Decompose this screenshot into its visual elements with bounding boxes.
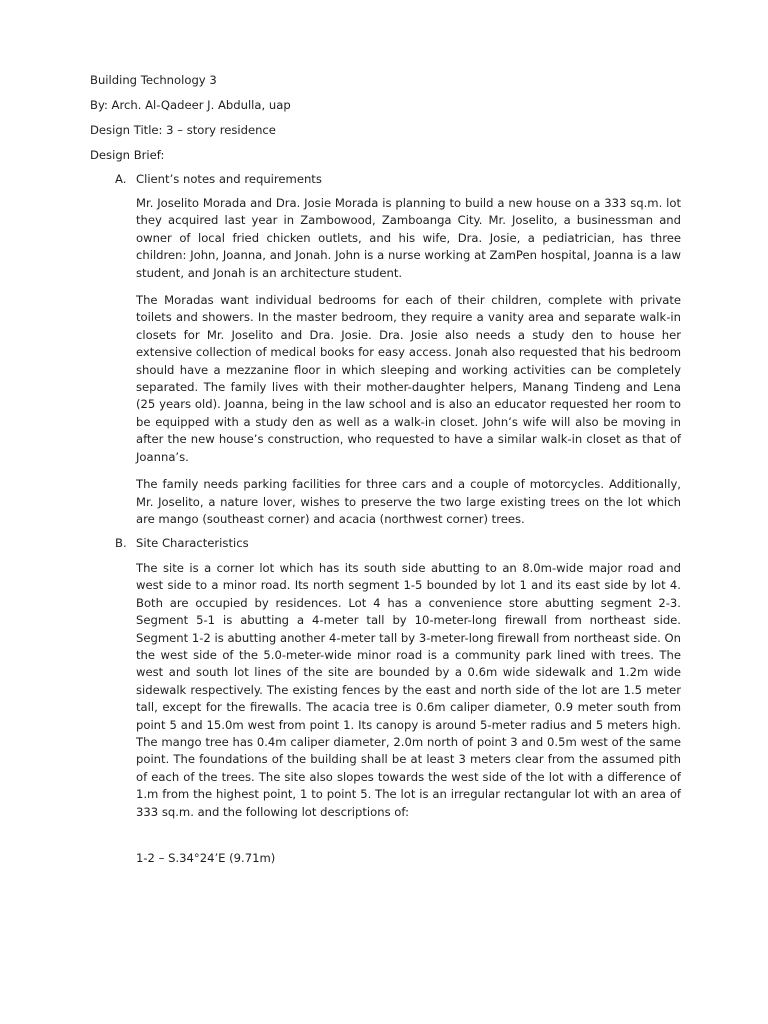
design-title: Design Title: 3 – story residence bbox=[90, 123, 276, 137]
section-a-paragraph: The Moradas want individual bedrooms for each of their children, complete with private toilets and showers. In the master bedroom, they require a vanity area and separate walk-in closets for Mr. Joselito and Dra. Josie. Dra. Josie also needs a study den to house her extensive collection of medical books for easy access. Jonah also requested that his bedroom should have a mezzanine floor in which sleeping and working activities can be completely separated. The family lives with their mother-daughter helpers, Manang Tindeng and Lena (25 years old). Joanna, being in the law school and is also an educator requested her room to be equipped with a study den as well as a walk-in closet. John’s wife will also be moving in after the new house’s construction, who requested to have a similar walk-in closet as that of Joanna’s. bbox=[136, 293, 681, 464]
section-b-body bbox=[136, 560, 681, 821]
design-brief-label: Design Brief: bbox=[90, 148, 165, 162]
section-b-paragraph: The site is a corner lot which has its south side abutting to an 8.0m-wide major road and west side to a minor road. Its north segment 1-5 bounded by lot 1 and its east side by lot 4. Both are occupied by residences. Lot 4 has a convenience store abutting segment 2-3. Segment 5-1 is abutting a 4-meter tall by 10-meter-long firewall from northeast side. Segment 1-2 is abutting another 4-meter tall by 3-meter-long firewall from northeast side. On the west side of the 5.0-meter-wide minor road is a community park lined with trees. The west and south lot lines of the site are bounded by a 0.6m wide sidewalk and 1.2m wide sidewalk respectively. The existing fences by the east and north side of the lot are 1.5 meter tall, except for the firewalls. The acacia tree is 0.6m caliper diameter, 0.9 meter south from point 5 and 15.0m west from point 1. Its canopy is around 5-meter radius and 5 meters high. The mango tree has 0.4m caliper diameter, 2.0m north of point 3 and 0.5m west of the same point. The foundations of the building shall be at least 3 meters clear from the assumed pith of each of the trees. The site also slopes towards the west side of the lot with a difference of 1.m from the highest point, 1 to point 5. The lot is an irregular rectangular lot with an area of 333 sq.m. and the following lot descriptions of: bbox=[136, 561, 681, 819]
section-a-marker: A. bbox=[115, 172, 127, 186]
section-a-paragraph: Mr. Joselito Morada and Dra. Josie Morada is planning to build a new house on a 333 sq.m. lot they acquired last year in Zambowood, Zamboanga City. Mr. Joselito, a businessman and owner of local fried chicken outlets, and his wife, Dra. Josie, a pediatrician, has three children: John, Joanna, and Jonah. John is a nurse working at ZamPen hospital, Joanna is a law student, and Jonah is an architecture student. bbox=[136, 196, 681, 280]
section-b-heading: Site Characteristics bbox=[136, 536, 249, 550]
lot-description-item: 1-2 – S.34°24’E (9.71m) bbox=[136, 851, 276, 865]
section-a-paragraph: The family needs parking facilities for three cars and a couple of motorcycles. Additionally, Mr. Joselito, a nature lover, wishes to preserve the two large existing trees on the lot which are mango (southeast corner) and acacia (northwest corner) trees. bbox=[136, 477, 681, 526]
author-line: By: Arch. Al-Qadeer J. Abdulla, uap bbox=[90, 98, 291, 112]
course-title: Building Technology 3 bbox=[90, 73, 217, 87]
section-b-marker: B. bbox=[115, 536, 127, 550]
section-a-body bbox=[136, 195, 681, 528]
section-a-heading: Client’s notes and requirements bbox=[136, 172, 322, 186]
